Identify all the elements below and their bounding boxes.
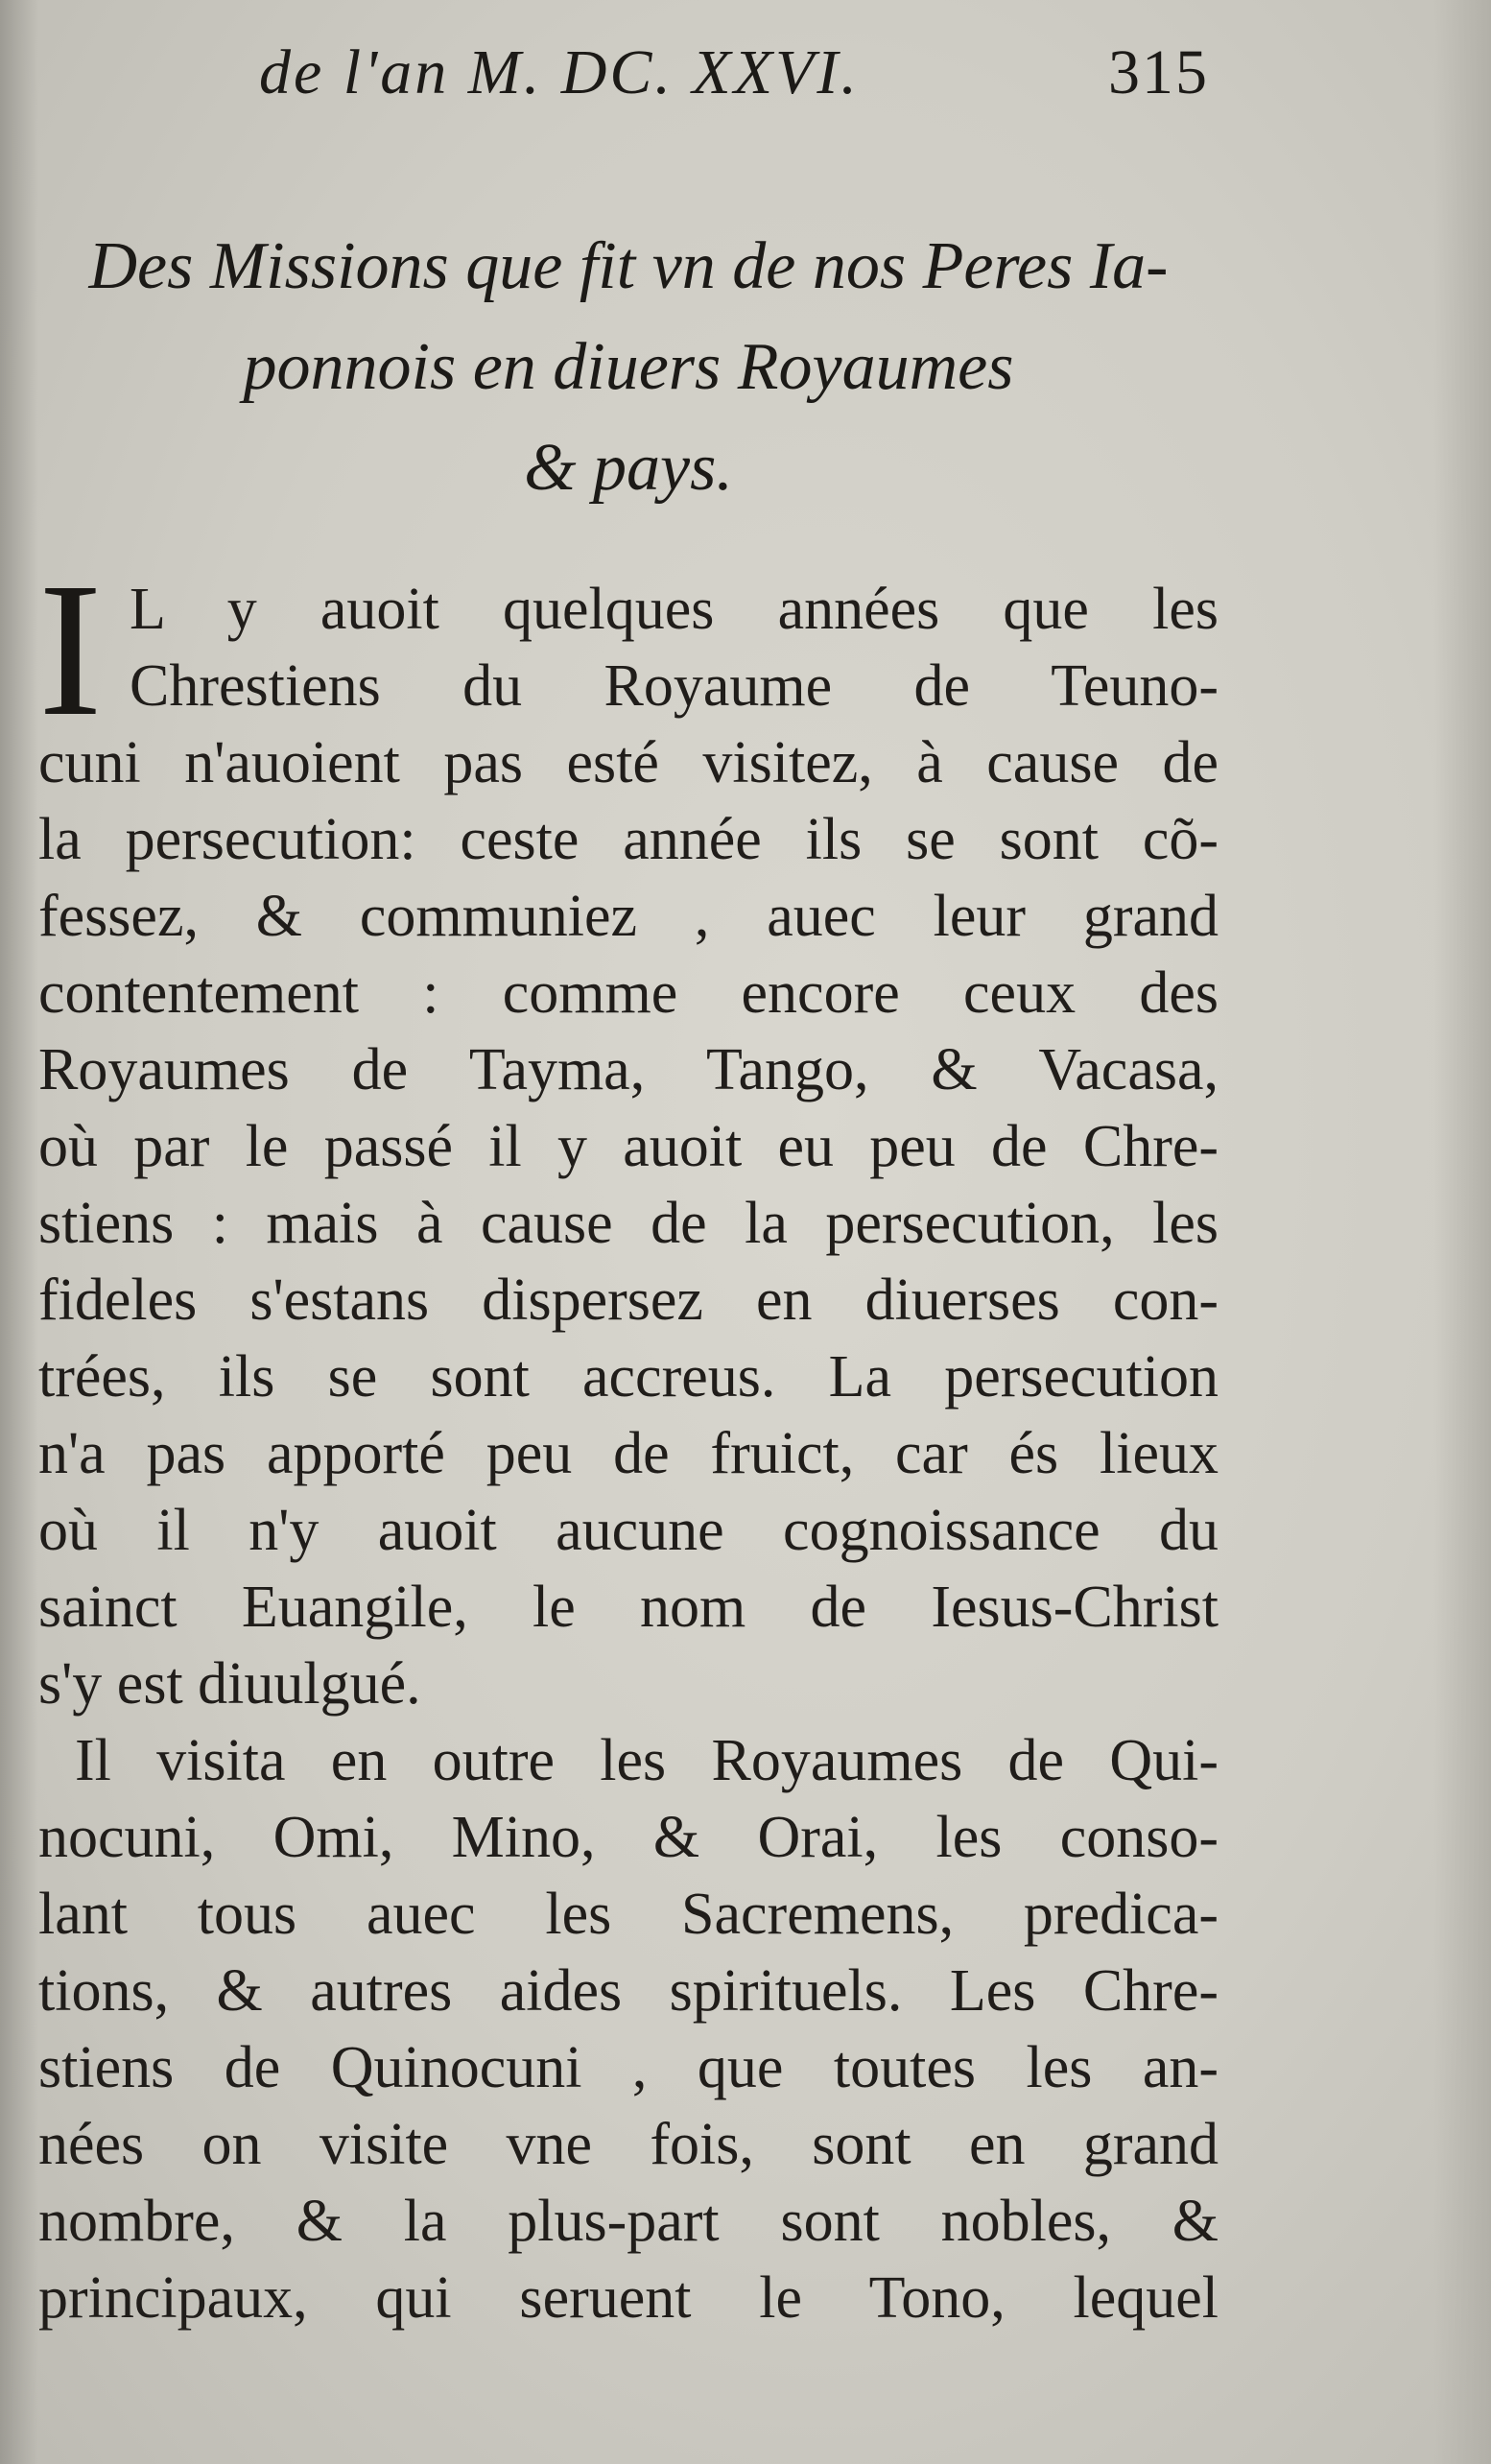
text-line: nées on visite vne fois, sont en grand [38,2112,1219,2177]
text-line: lant tous auec les Sacremens, predica- [38,1882,1219,1947]
page-header [259,36,1219,123]
text-line: nombre, & la plus-part sont nobles, & [38,2189,1219,2254]
text-line: cuni n'auoient pas esté visitez, à cause de [38,730,1219,795]
text-line: Il visita en outre les Royaumes de Qui- [75,1728,1219,1793]
text-line: Chrestiens du Royaume de Teuno- [130,653,1219,719]
text-line: trées, ils se sont accreus. La persecution [38,1344,1219,1410]
text-line: L y auoit quelques années que les [130,577,1219,642]
text-line: fessez, & communiez , auec leur grand [38,884,1219,949]
body-text [38,544,1219,2336]
text-line: la persecution: ceste année ils se sont cõ- [38,807,1219,872]
text-line: nocuni, Omi, Mino, & Orai, les conso- [38,1805,1219,1870]
text-line: Royaumes de Tayma, Tango, & Vacasa, [38,1037,1219,1102]
page-number: 315 [1108,37,1209,107]
text-line: principaux, qui seruent le Tono, lequel [38,2265,1219,2331]
text-line: n'a pas apporté peu de fruict, car és lieux [38,1421,1219,1486]
title-line: Des Missions que fit vn de nos Peres Ia- [88,229,1169,303]
text-line: tions, & autres aides spirituels. Les Chre- [38,1958,1219,2024]
text-line: sainct Euangile, le nom de Iesus-Christ [38,1575,1219,1640]
title-line: & pays. [524,431,733,505]
paragraph-1 [38,544,1219,1722]
text-line: stiens de Quinocuni , que toutes les an- [38,2035,1219,2100]
chapter-title [38,216,1219,518]
running-head: de l'an M. DC. XXVI. [259,37,860,107]
text-line: où il n'y auoit aucune cognoissance du [38,1498,1219,1563]
drop-cap: I [38,544,103,756]
page-gutter-shadow [0,0,38,2464]
title-line: ponnois en diuers Royaumes [243,330,1014,404]
text-line: s'y est diuulgué. [38,1651,421,1717]
text-line: contentement : comme encore ceux des [38,960,1219,1026]
page-edge-shadow [1433,0,1491,2464]
paragraph-2 [38,1722,1219,2336]
text-line: stiens : mais à cause de la persecution, les [38,1191,1219,1256]
text-line: fideles s'estans dispersez en diuerses con- [38,1268,1219,1333]
text-line: où par le passé il y auoit eu peu de Chre- [38,1114,1219,1179]
